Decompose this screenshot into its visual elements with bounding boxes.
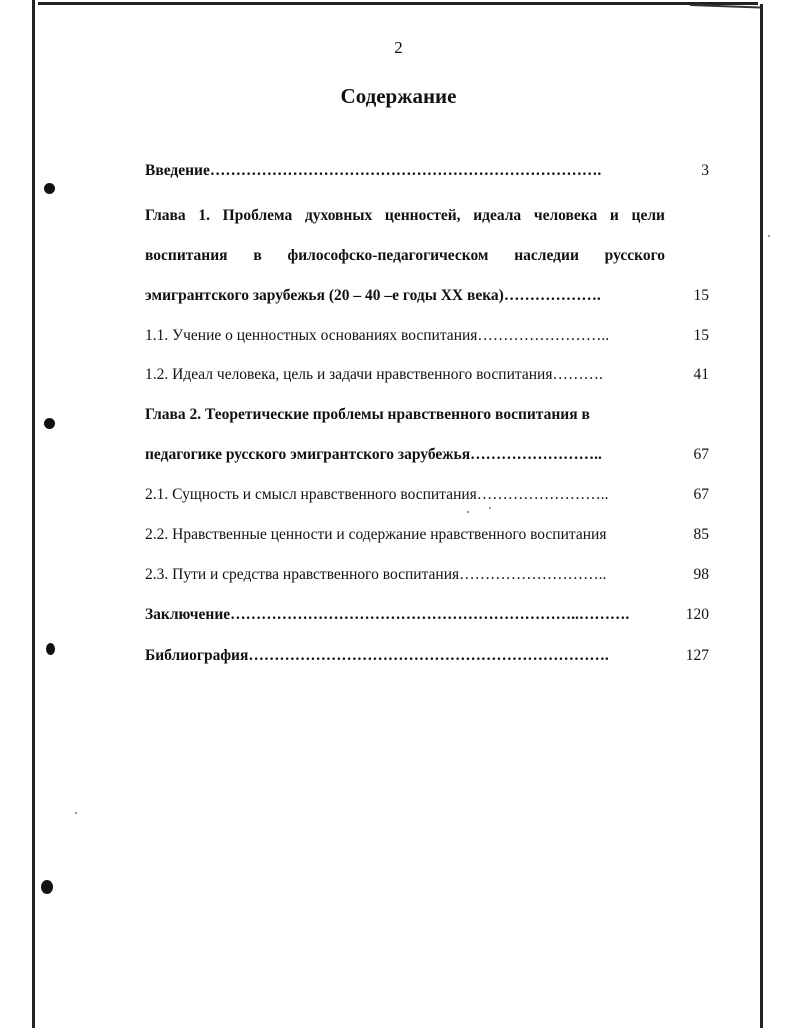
toc-entry-section-2-3[interactable]: 2.3. Пути и средства нравственного воспитания……………………….. — [145, 566, 607, 583]
toc-page-section-1-1: 15 — [693, 327, 709, 344]
toc-page-bibliography: 127 — [685, 647, 709, 664]
page-title: Содержание — [340, 84, 457, 108]
toc-entry-section-1-1[interactable]: 1.1. Учение о ценностных основаниях воспитания…………………….. — [145, 327, 610, 344]
toc-page-section-2-3: 98 — [693, 566, 709, 583]
toc-page-intro: 3 — [701, 162, 709, 179]
punch-hole-2 — [44, 418, 55, 429]
scan-speck — [467, 511, 469, 513]
toc-entry-chapter-1-line-2[interactable]: воспитания в философско-педагогическом наследии русского — [145, 247, 665, 264]
toc-entry-chapter-1-line-1[interactable]: Глава 1. Проблема духовных ценностей, идеала человека и цели — [145, 207, 665, 224]
toc-entry-section-1-2[interactable]: 1.2. Идеал человека, цель и задачи нравственного воспитания………. — [145, 366, 603, 383]
toc-entry-section-2-2[interactable]: 2.2. Нравственные ценности и содержание нравственного воспитания — [145, 526, 607, 543]
page-number: 2 — [394, 38, 403, 57]
toc-page-section-1-2: 41 — [693, 366, 709, 383]
page-edge-top — [38, 2, 758, 5]
page-edge-right — [760, 4, 763, 1028]
toc-page-chapter-2: 67 — [693, 446, 709, 463]
scan-speck — [75, 812, 77, 814]
toc-entry-bibliography[interactable]: Библиография……………………………………………………………. — [145, 647, 609, 664]
toc-entry-conclusion[interactable]: Заключение…………………………………………………………..………. — [145, 606, 630, 623]
punch-hole-3 — [46, 643, 55, 655]
scan-speck — [489, 507, 491, 509]
toc-entry-chapter-2-line-1[interactable]: Глава 2. Теоретические проблемы нравственного воспитания в — [145, 406, 590, 423]
page-edge-left — [32, 0, 35, 1028]
toc-page-section-2-2: 85 — [693, 526, 709, 543]
toc-entry-chapter-1-line-3[interactable]: эмигрантского зарубежья (20 – 40 –е годы XX века)………………. — [145, 287, 601, 304]
punch-hole-4 — [41, 880, 53, 894]
toc-entry-chapter-2-line-2[interactable]: педагогике русского эмигрантского зарубежья…………………….. — [145, 446, 602, 463]
toc-page-chapter-1: 15 — [693, 287, 709, 304]
toc-entry-intro[interactable]: Введение…………………………………………………………………. — [145, 162, 602, 179]
toc-entry-section-2-1[interactable]: 2.1. Сущность и смысл нравственного воспитания…………………….. — [145, 486, 609, 503]
toc-page-section-2-1: 67 — [693, 486, 709, 503]
punch-hole-1 — [44, 183, 55, 194]
toc-page-conclusion: 120 — [685, 606, 709, 623]
scan-speck — [768, 235, 770, 237]
